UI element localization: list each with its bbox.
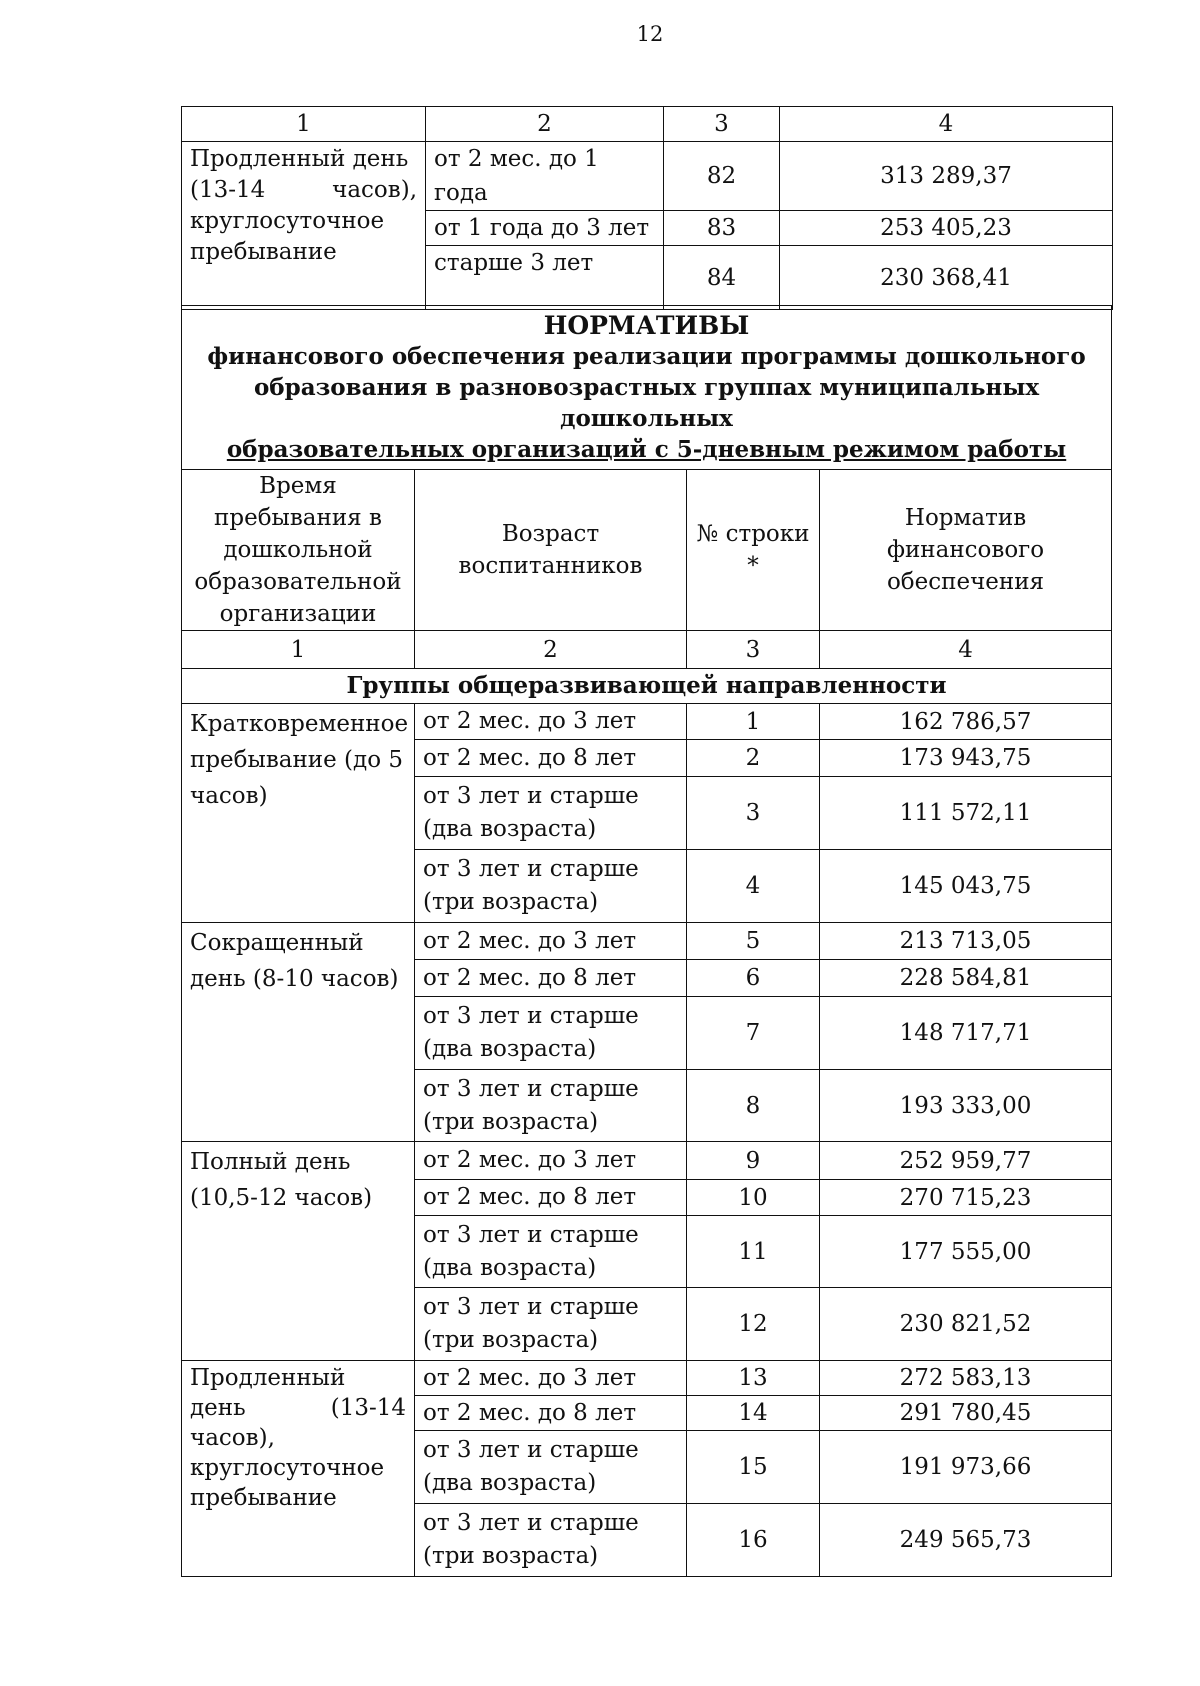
value-cell: 252 959,77 bbox=[820, 1142, 1112, 1180]
value-cell: 193 333,00 bbox=[820, 1070, 1112, 1142]
row-number-cell: 12 bbox=[687, 1288, 820, 1361]
continued-table bbox=[181, 106, 1113, 310]
row-number-cell: 8 bbox=[687, 1070, 820, 1142]
header-age: Возраст воспитанников bbox=[415, 470, 687, 631]
title-line: финансового обеспечения реализации программы дошкольного bbox=[207, 343, 1086, 370]
row-number-cell: 11 bbox=[687, 1216, 820, 1288]
age-cell: от 1 года до 3 лет bbox=[426, 211, 664, 246]
column-number-row bbox=[182, 631, 1112, 669]
value-cell: 177 555,00 bbox=[820, 1216, 1112, 1288]
table-row bbox=[182, 704, 1112, 740]
table-row bbox=[182, 142, 1113, 211]
group-label-line: Продленный день bbox=[190, 146, 409, 172]
age-cell: от 2 мес. до 8 лет bbox=[415, 740, 687, 777]
age-cell: от 2 мес. до 3 лет bbox=[415, 1361, 687, 1396]
age-cell: от 2 мес. до 8 лет bbox=[415, 1396, 687, 1431]
title-line: образования в разновозрастных группах муниципальных дошкольных bbox=[253, 374, 1040, 432]
row-number-cell: 3 bbox=[687, 777, 820, 850]
col-number: 4 bbox=[820, 631, 1112, 669]
value-cell: 191 973,66 bbox=[820, 1431, 1112, 1504]
value-cell: 291 780,45 bbox=[820, 1396, 1112, 1431]
value-cell: 145 043,75 bbox=[820, 850, 1112, 923]
row-number-cell: 83 bbox=[664, 211, 780, 246]
title-heading: НОРМАТИВЫ bbox=[543, 311, 750, 340]
group-label bbox=[182, 142, 426, 310]
row-number-cell: 13 bbox=[687, 1361, 820, 1396]
value-cell: 173 943,75 bbox=[820, 740, 1112, 777]
col-number: 2 bbox=[415, 631, 687, 669]
value-cell: 228 584,81 bbox=[820, 960, 1112, 997]
age-cell: от 3 лет и старше (два возраста) bbox=[415, 997, 687, 1070]
table-title bbox=[182, 306, 1112, 470]
value-cell: 230 821,52 bbox=[820, 1288, 1112, 1361]
col-number: 2 bbox=[426, 107, 664, 142]
header-stay-time: Время пребывания в дошкольной образовательной организации bbox=[182, 470, 415, 631]
row-number-cell: 5 bbox=[687, 923, 820, 960]
col-number: 1 bbox=[182, 107, 426, 142]
section-row bbox=[182, 669, 1112, 704]
col-number: 4 bbox=[780, 107, 1113, 142]
row-number-cell: 4 bbox=[687, 850, 820, 923]
group-label: Кратковременное пребывание (до 5 часов) bbox=[182, 704, 415, 923]
value-cell: 148 717,71 bbox=[820, 997, 1112, 1070]
column-number-row bbox=[182, 107, 1113, 142]
group-label-line: (13-14 часов), bbox=[190, 177, 417, 203]
value-cell: 313 289,37 bbox=[780, 142, 1113, 211]
value-cell: 162 786,57 bbox=[820, 704, 1112, 740]
norms-table bbox=[181, 305, 1112, 1577]
value-cell: 111 572,11 bbox=[820, 777, 1112, 850]
age-cell: от 3 лет и старше (два возраста) bbox=[415, 1216, 687, 1288]
age-cell: от 2 мес. до 8 лет bbox=[415, 960, 687, 997]
col-number: 3 bbox=[664, 107, 780, 142]
value-cell: 230 368,41 bbox=[780, 246, 1113, 310]
row-number-cell: 2 bbox=[687, 740, 820, 777]
section-heading: Группы общеразвивающей направленности bbox=[182, 669, 1112, 704]
group-label: Полный день (10,5-12 часов) bbox=[182, 1142, 415, 1361]
row-number-cell: 15 bbox=[687, 1431, 820, 1504]
value-cell: 272 583,13 bbox=[820, 1361, 1112, 1396]
age-cell: от 3 лет и старше (три возраста) bbox=[415, 1504, 687, 1577]
age-cell: от 2 мес. до 3 лет bbox=[415, 1142, 687, 1180]
row-number-cell: 16 bbox=[687, 1504, 820, 1577]
header-row bbox=[182, 470, 1112, 631]
row-number-cell: 1 bbox=[687, 704, 820, 740]
row-number-cell: 7 bbox=[687, 997, 820, 1070]
age-cell: от 3 лет и старше (три возраста) bbox=[415, 1288, 687, 1361]
row-number-cell: 9 bbox=[687, 1142, 820, 1180]
age-cell: от 2 мес. до 3 лет bbox=[415, 704, 687, 740]
age-cell: от 3 лет и старше (три возраста) bbox=[415, 1070, 687, 1142]
row-number-cell: 14 bbox=[687, 1396, 820, 1431]
table-row bbox=[182, 1361, 1112, 1396]
age-cell: от 3 лет и старше (два возраста) bbox=[415, 777, 687, 850]
age-cell: от 3 лет и старше (два возраста) bbox=[415, 1431, 687, 1504]
row-number-cell: 10 bbox=[687, 1180, 820, 1216]
title-row bbox=[182, 306, 1112, 470]
age-cell: от 2 мес. до 1 года bbox=[426, 142, 664, 211]
group-label-line: круглосуточное bbox=[190, 208, 385, 234]
group-label: Сокращенный день (8-10 часов) bbox=[182, 923, 415, 1142]
age-cell: от 2 мес. до 3 лет bbox=[415, 923, 687, 960]
age-cell: старше 3 лет bbox=[426, 246, 664, 310]
title-line: образовательных организаций с 5-дневным режимом работы bbox=[226, 436, 1067, 463]
row-number-cell: 84 bbox=[664, 246, 780, 310]
row-number-cell: 82 bbox=[664, 142, 780, 211]
header-row-number: № строки * bbox=[687, 470, 820, 631]
col-number: 1 bbox=[182, 631, 415, 669]
col-number: 3 bbox=[687, 631, 820, 669]
value-cell: 270 715,23 bbox=[820, 1180, 1112, 1216]
value-cell: 253 405,23 bbox=[780, 211, 1113, 246]
row-number-cell: 6 bbox=[687, 960, 820, 997]
table-row bbox=[182, 1142, 1112, 1180]
page-number: 12 bbox=[636, 22, 664, 46]
value-cell: 249 565,73 bbox=[820, 1504, 1112, 1577]
header-norm: Норматив финансового обеспечения bbox=[820, 470, 1112, 631]
group-label: Продленный день (13-14 часов), круглосуточное пребывание bbox=[182, 1361, 415, 1577]
age-cell: от 3 лет и старше (три возраста) bbox=[415, 850, 687, 923]
age-cell: от 2 мес. до 8 лет bbox=[415, 1180, 687, 1216]
group-label-line: пребывание bbox=[190, 239, 337, 265]
value-cell: 213 713,05 bbox=[820, 923, 1112, 960]
table-row bbox=[182, 923, 1112, 960]
